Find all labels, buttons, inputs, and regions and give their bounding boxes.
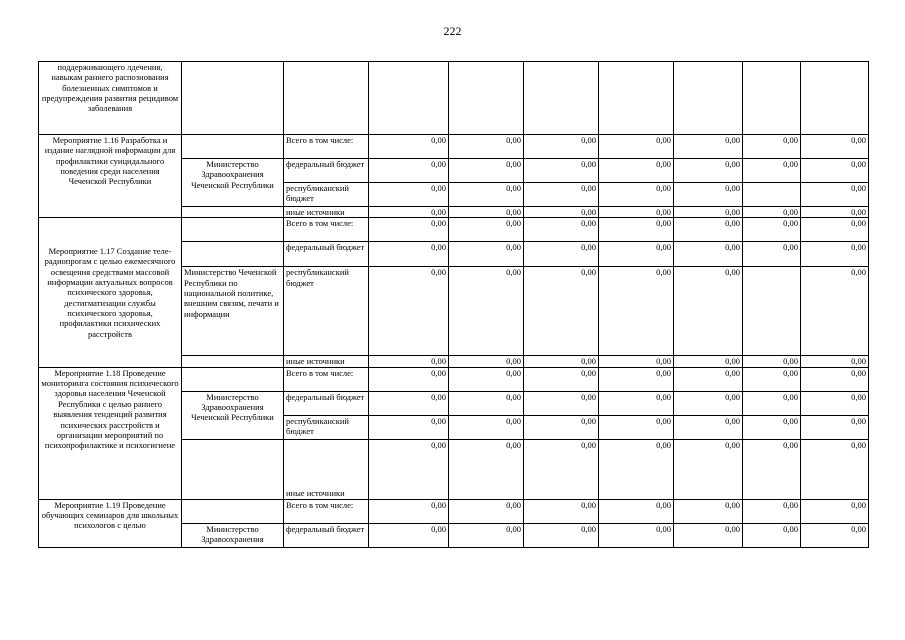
- value-cell: 0,00: [743, 499, 801, 523]
- value-cell: 0,00: [449, 207, 524, 218]
- executor-cell: Министерство Здравоохранения Чеченской Республики: [182, 391, 284, 439]
- value-cell: 0,00: [599, 523, 674, 547]
- executor-cell: Министерство Чеченской Республики по национальной политике, внешним связям, печати и информации: [182, 267, 284, 356]
- value-cell: 0,00: [524, 135, 599, 159]
- value-cell: 0,00: [674, 135, 743, 159]
- value-cell: 0,00: [369, 242, 449, 267]
- value-cell: 0,00: [801, 439, 869, 499]
- value-cell: 0,00: [369, 356, 449, 367]
- value-cell: 0,00: [674, 391, 743, 415]
- source-cell: Всего в том числе:: [284, 499, 369, 523]
- value-cell: 0,00: [674, 367, 743, 391]
- value-cell: 0,00: [743, 356, 801, 367]
- value-cell: 0,00: [524, 415, 599, 439]
- table-row-continued: [39, 62, 869, 135]
- value-cell: 0,00: [801, 523, 869, 547]
- table-row: [39, 499, 869, 523]
- value-cell: 0,00: [449, 391, 524, 415]
- activity-cell: Мероприятие 1.19 Проведение обучающих семинаров для школьных психологов с целью: [39, 499, 182, 547]
- value-cell: 0,00: [801, 356, 869, 367]
- value-cell: [743, 267, 801, 356]
- value-cell: 0,00: [369, 391, 449, 415]
- value-cell: 0,00: [449, 523, 524, 547]
- executor-cell: [182, 242, 284, 267]
- source-cell: иные источники: [284, 207, 369, 218]
- value-cell: 0,00: [369, 367, 449, 391]
- value-cell: 0,00: [369, 415, 449, 439]
- value-cell: 0,00: [524, 367, 599, 391]
- value-cell: 0,00: [449, 439, 524, 499]
- value-cell: 0,00: [599, 439, 674, 499]
- value-cell: 0,00: [524, 207, 599, 218]
- value-cell: 0,00: [449, 356, 524, 367]
- value-cell: 0,00: [743, 391, 801, 415]
- value-cell: 0,00: [674, 183, 743, 207]
- executor-cell: [182, 62, 284, 135]
- value-cell: 0,00: [743, 159, 801, 183]
- page-number: 222: [443, 24, 462, 38]
- value-cell: 0,00: [449, 267, 524, 356]
- value-cell: 0,00: [369, 523, 449, 547]
- source-cell: Всего в том числе:: [284, 367, 369, 391]
- executor-cell: [182, 135, 284, 159]
- value-cell: 0,00: [524, 356, 599, 367]
- value-cell: 0,00: [801, 207, 869, 218]
- value-cell: 0,00: [801, 391, 869, 415]
- value-cell: 0,00: [599, 207, 674, 218]
- value-cell: 0,00: [743, 415, 801, 439]
- value-cell: 0,00: [599, 242, 674, 267]
- executor-cell: [182, 367, 284, 391]
- value-cell: 0,00: [449, 218, 524, 242]
- activity-cell: Мероприятие 1.17 Создание теле-радиопрогам с целью ежемесячного освещения средствами массовой информации актуальных вопросов психического здоровья, дестигматизации службы психического здоровья, профилактики психических расстройств: [39, 218, 182, 367]
- value-cell: 0,00: [743, 523, 801, 547]
- executor-cell: [182, 499, 284, 523]
- value-cell: 0,00: [524, 183, 599, 207]
- value-cell: 0,00: [599, 135, 674, 159]
- value-cell: 0,00: [524, 523, 599, 547]
- value-cell: [369, 62, 449, 135]
- value-cell: 0,00: [674, 415, 743, 439]
- value-cell: 0,00: [599, 267, 674, 356]
- value-cell: 0,00: [743, 367, 801, 391]
- value-cell: 0,00: [674, 267, 743, 356]
- value-cell: 0,00: [449, 415, 524, 439]
- source-cell: иные источники: [284, 439, 369, 499]
- value-cell: 0,00: [801, 183, 869, 207]
- value-cell: 0,00: [449, 242, 524, 267]
- value-cell: 0,00: [599, 159, 674, 183]
- value-cell: 0,00: [801, 499, 869, 523]
- executor-cell: Министерство Здравоохранения Чеченской Республики: [182, 159, 284, 207]
- value-cell: 0,00: [524, 499, 599, 523]
- source-cell: республиканский бюджет: [284, 267, 369, 356]
- value-cell: 0,00: [743, 135, 801, 159]
- value-cell: 0,00: [743, 218, 801, 242]
- executor-cell: [182, 439, 284, 499]
- budget-table: [38, 61, 869, 548]
- value-cell: 0,00: [369, 183, 449, 207]
- value-cell: 0,00: [674, 356, 743, 367]
- value-cell: [524, 62, 599, 135]
- value-cell: 0,00: [743, 439, 801, 499]
- value-cell: 0,00: [801, 415, 869, 439]
- value-cell: 0,00: [449, 135, 524, 159]
- value-cell: [599, 62, 674, 135]
- table-row: [39, 135, 869, 159]
- value-cell: 0,00: [524, 242, 599, 267]
- source-cell: иные источники: [284, 356, 369, 367]
- source-cell: федеральный бюджет: [284, 242, 369, 267]
- value-cell: 0,00: [599, 183, 674, 207]
- value-cell: 0,00: [524, 267, 599, 356]
- source-cell: [284, 62, 369, 135]
- value-cell: 0,00: [674, 207, 743, 218]
- value-cell: 0,00: [599, 356, 674, 367]
- value-cell: 0,00: [449, 499, 524, 523]
- value-cell: 0,00: [369, 499, 449, 523]
- value-cell: 0,00: [524, 159, 599, 183]
- source-cell: федеральный бюджет: [284, 523, 369, 547]
- value-cell: 0,00: [599, 499, 674, 523]
- value-cell: 0,00: [369, 159, 449, 183]
- value-cell: 0,00: [801, 267, 869, 356]
- value-cell: 0,00: [801, 218, 869, 242]
- value-cell: 0,00: [674, 159, 743, 183]
- value-cell: [449, 62, 524, 135]
- value-cell: 0,00: [369, 439, 449, 499]
- value-cell: 0,00: [743, 207, 801, 218]
- table-row: [39, 367, 869, 391]
- value-cell: 0,00: [524, 391, 599, 415]
- activity-cell: Мероприятие 1.16 Разработка и издание наглядной информации для профилактики суицидального поведения среди населения Чеченской Республики: [39, 135, 182, 218]
- executor-cell: [182, 218, 284, 242]
- value-cell: 0,00: [449, 159, 524, 183]
- value-cell: 0,00: [801, 135, 869, 159]
- activity-cell: поддерживающего лдечения, навыкам раннего распознования болезненных симптомов и предупреждения развития рецидивом заболевания: [39, 62, 182, 135]
- value-cell: 0,00: [674, 218, 743, 242]
- value-cell: 0,00: [674, 242, 743, 267]
- executor-cell: [182, 356, 284, 367]
- source-cell: республиканский бюджет: [284, 415, 369, 439]
- value-cell: 0,00: [674, 523, 743, 547]
- value-cell: [743, 62, 801, 135]
- value-cell: 0,00: [674, 499, 743, 523]
- value-cell: 0,00: [599, 415, 674, 439]
- executor-cell: Министерство Здравоохранения: [182, 523, 284, 547]
- value-cell: 0,00: [369, 267, 449, 356]
- source-cell: Всего в том числе:: [284, 135, 369, 159]
- value-cell: 0,00: [801, 242, 869, 267]
- value-cell: 0,00: [801, 159, 869, 183]
- value-cell: 0,00: [743, 242, 801, 267]
- value-cell: 0,00: [524, 218, 599, 242]
- value-cell: 0,00: [369, 135, 449, 159]
- executor-cell: [182, 207, 284, 218]
- source-cell: республиканский бюджет: [284, 183, 369, 207]
- value-cell: [801, 62, 869, 135]
- activity-cell: Мероприятие 1.18 Проведение мониторинга состояния психического здоровья населения Чеченской Республики с целью раннего выявления тенденций развития психических расстройств и организации мероприятий по психопрофилактике и психогигиене: [39, 367, 182, 499]
- value-cell: 0,00: [599, 391, 674, 415]
- value-cell: 0,00: [599, 367, 674, 391]
- value-cell: [674, 62, 743, 135]
- value-cell: 0,00: [369, 218, 449, 242]
- value-cell: 0,00: [449, 183, 524, 207]
- value-cell: 0,00: [801, 367, 869, 391]
- source-cell: федеральный бюджет: [284, 391, 369, 415]
- value-cell: 0,00: [369, 207, 449, 218]
- value-cell: 0,00: [674, 439, 743, 499]
- table-row: [39, 218, 869, 242]
- value-cell: 0,00: [449, 367, 524, 391]
- value-cell: 0,00: [524, 439, 599, 499]
- source-cell: Всего в том числе:: [284, 218, 369, 242]
- value-cell: [743, 183, 801, 207]
- value-cell: 0,00: [599, 218, 674, 242]
- source-cell: федеральный бюджет: [284, 159, 369, 183]
